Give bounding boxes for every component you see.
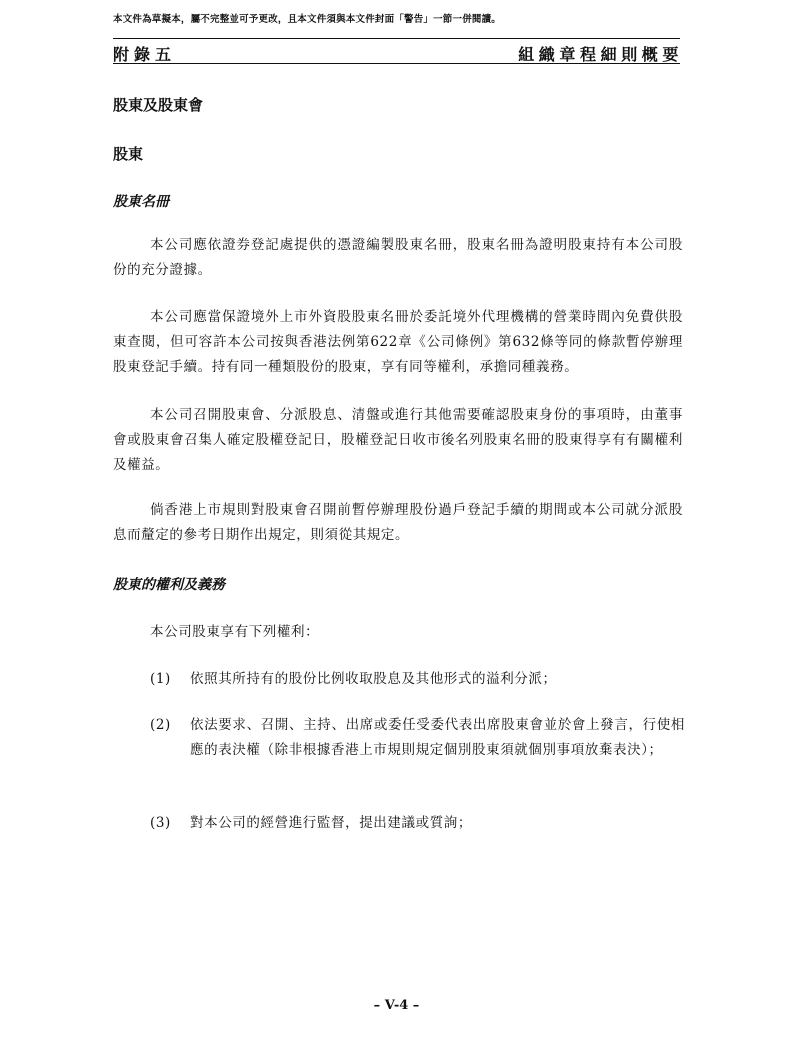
- register-paragraph: 本公司應當保證境外上市外資股股東名冊於委託境外代理機構的營業時間內免費供股東查閱，但可容許本公司按與香港法例第622章《公司條例》第632條等同的條款暫停辦理股東登記手續。持有同一種類股份的股東，享有同等權利，承擔同種義務。: [113, 309, 683, 375]
- appendix-title: 組織章程細則概要: [518, 45, 683, 64]
- list-item: [150, 713, 685, 763]
- rights-intro: 本公司股東享有下列權利：: [150, 624, 320, 640]
- list-item-text: 對本公司的經營進行監督，提出建議或質詢；: [190, 815, 472, 831]
- header-bottom-rule: [113, 63, 680, 64]
- register-paragraph: 倘香港上市規則對股東會召開前暫停辦理股份過戶登記手續的期間或本公司就分派股息而釐定的參考日期作出規定，則須從其規定。: [113, 502, 683, 543]
- list-item: [150, 667, 685, 692]
- list-item: [150, 811, 685, 836]
- register-paragraph: 本公司應依證券登記處提供的憑證編製股東名冊，股東名冊為證明股東持有本公司股份的充分證據。: [113, 237, 683, 278]
- list-item-number: (1): [150, 671, 171, 687]
- list-item-text: 依照其所持有的股份比例收取股息及其他形式的溢利分派；: [190, 671, 557, 687]
- register-heading: 股東名冊: [113, 194, 169, 210]
- subsection-title: 股東: [113, 145, 144, 163]
- draft-disclaimer: 本文件為草擬本，屬不完整並可予更改，且本文件須與本文件封面「警告」一節一併閱讀。: [113, 14, 502, 25]
- list-item-number: (3): [150, 815, 171, 831]
- header-top-rule: [113, 38, 680, 39]
- list-item-text: 依法要求、召開、主持、出席或委任受委代表出席股東會並於會上發言，行使相應的表決權（除非根據香港上市規則規定個別股東須就個別事項放棄表決）；: [190, 717, 685, 758]
- page-number: – V-4 –: [373, 998, 420, 1013]
- list-item-number: (2): [150, 717, 171, 733]
- rights-heading: 股東的權利及義務: [113, 577, 225, 593]
- register-paragraph: 本公司召開股東會、分派股息、清盤或進行其他需要確認股東身份的事項時，由董事會或股東會召集人確定股權登記日，股權登記日收市後名列股東名冊的股東得享有有關權利及權益。: [113, 407, 683, 473]
- section-title: 股東及股東會: [113, 96, 204, 114]
- appendix-label: 附錄五: [113, 45, 177, 64]
